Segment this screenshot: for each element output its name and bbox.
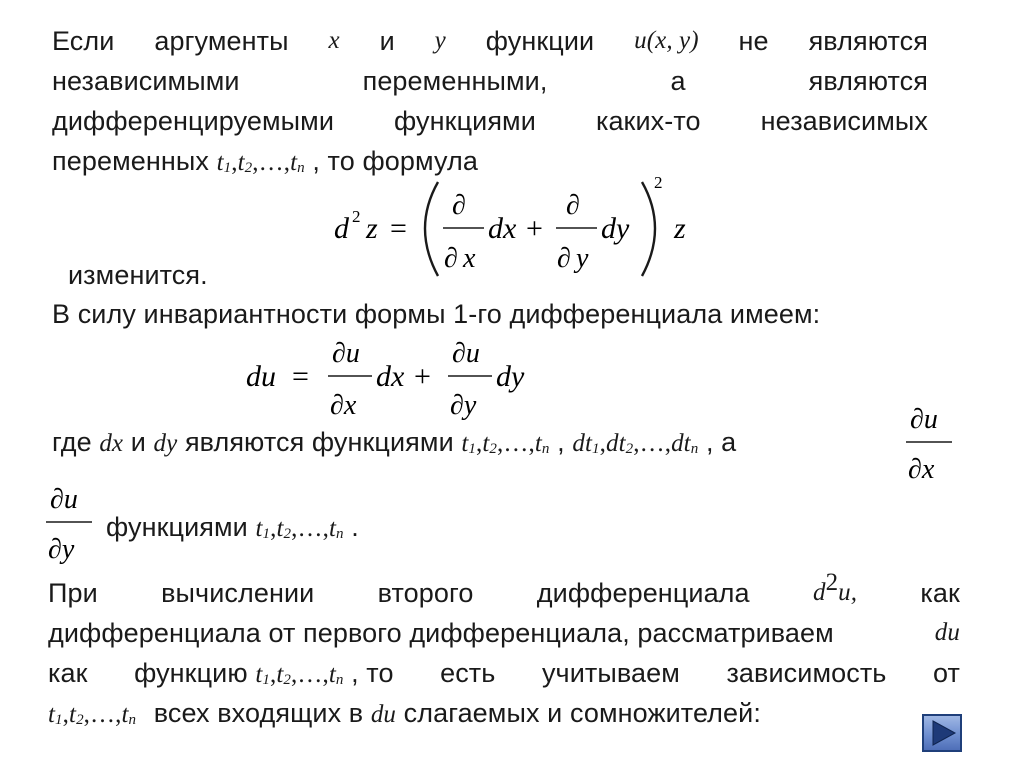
dy: dy: [496, 360, 525, 393]
var-du: du: [370, 701, 397, 728]
text: дифференциала от первого дифференциала, рассматриваем: [48, 618, 834, 648]
play-next-icon: [924, 716, 960, 750]
formula-2-svg: [240, 330, 560, 422]
text: вычислении: [161, 578, 315, 608]
paragraph-4-line-4: [48, 696, 761, 732]
dx: dx: [488, 212, 517, 245]
outer-exp: 2: [654, 173, 663, 192]
den-2: ∂y: [450, 390, 477, 421]
text: где: [52, 427, 92, 457]
var-du: du: [934, 619, 960, 646]
text: При: [48, 578, 98, 608]
rhs-z: z: [674, 212, 686, 245]
fraction-du-dy: [40, 476, 100, 573]
svg-text:∂x: ∂x: [908, 454, 935, 485]
paragraph-3-line-1: [52, 425, 736, 461]
dy: dy: [601, 212, 630, 245]
partial-num-2: ∂: [566, 190, 580, 221]
var-dy: dy: [153, 430, 178, 457]
plus: +: [414, 360, 431, 393]
equals: =: [292, 360, 309, 393]
right-paren: [642, 182, 655, 276]
paragraph-1-line-1: [52, 24, 928, 58]
equals: =: [390, 212, 407, 245]
partial-den-2: ∂: [557, 243, 571, 274]
fraction-du-dx: [900, 396, 960, 493]
paragraph-4-line-2: [48, 616, 960, 650]
paragraph-1-line-3: [52, 104, 928, 138]
partial-num-1: ∂: [452, 190, 466, 221]
formula-1-svg: [326, 172, 706, 282]
text: В силу инвариантности формы 1-го дифференциала имеем:: [52, 299, 821, 329]
lhs-z: z: [366, 212, 378, 245]
text: и: [379, 26, 395, 56]
next-slide-button[interactable]: [922, 714, 962, 752]
du-lhs: du: [246, 360, 276, 393]
text-with-seq: функцию $t_1,t_2,\dots,t_n$ , то: [134, 658, 394, 688]
text: как: [48, 658, 88, 688]
text: а: [670, 66, 686, 96]
sequence-t: $t_1,t_2,\dots,t_n$: [48, 701, 137, 728]
text: как: [920, 578, 960, 608]
text: Если: [52, 26, 115, 56]
text: не: [738, 26, 769, 56]
left-paren: [425, 182, 438, 276]
paragraph-4-line-3: [48, 656, 960, 692]
den-1: ∂x: [330, 390, 357, 421]
text: и: [130, 427, 146, 457]
dx: dx: [376, 360, 405, 393]
function-u: u(x, y): [634, 27, 699, 54]
text: переменными,: [362, 66, 548, 96]
lhs-d: d: [334, 212, 349, 245]
text: слагаемых и сомножителей:: [403, 698, 761, 728]
text: аргументы: [154, 26, 289, 56]
text: есть: [440, 658, 496, 688]
text: независимых: [760, 106, 928, 136]
text: являются: [808, 26, 928, 56]
text: независимыми: [52, 66, 240, 96]
text: дифференцируемыми: [52, 106, 335, 136]
svg-text:∂u: ∂u: [50, 484, 78, 515]
svg-text:∂y: ∂y: [48, 534, 75, 565]
paragraph-3-line-2: [106, 510, 359, 546]
paragraph-1-line-5: [68, 258, 208, 292]
var-y: y: [434, 27, 446, 54]
partial-den-1: ∂: [444, 243, 458, 274]
num-1: ∂u: [332, 338, 360, 369]
text: учитываем: [541, 658, 680, 688]
formula-second-differential: [326, 172, 706, 287]
fraction-du-dy-svg: [40, 476, 100, 568]
text: .: [351, 512, 359, 542]
text: второго: [377, 578, 474, 608]
text: зависимость: [726, 658, 887, 688]
svg-text:∂u: ∂u: [910, 404, 938, 435]
fraction-du-dx-svg: [900, 396, 960, 488]
text: являются: [808, 66, 928, 96]
var-x: x: [328, 27, 340, 54]
text: функции: [485, 26, 595, 56]
den-x-1: x: [463, 243, 476, 274]
text: функциями: [394, 106, 536, 136]
var-dx: dx: [99, 430, 124, 457]
sequence-t: $t_1,t_2,\dots,t_n$: [216, 149, 305, 176]
paragraph-4-line-1: [48, 569, 960, 610]
d2u: $d^2u$,: [812, 569, 858, 606]
text: , то формула: [312, 146, 478, 176]
text: функциями: [106, 512, 248, 542]
text: , а: [705, 427, 737, 457]
den-y-2: y: [576, 243, 589, 274]
sequence-t: $t_1,t_2,\dots,t_n$: [461, 430, 550, 457]
text: изменится.: [68, 260, 208, 290]
sequence-dt: $dt_1,dt_2,\dots,dt_n$: [572, 430, 699, 457]
sequence-t: $t_1,t_2,\dots,t_n$: [255, 515, 344, 542]
text: ,: [557, 427, 565, 457]
formula-first-differential: [240, 330, 560, 427]
lhs-exp: 2: [352, 207, 361, 226]
text: от: [932, 658, 960, 688]
text: каких-то: [595, 106, 701, 136]
paragraph-1-line-2: [52, 64, 928, 98]
paragraph-2-line-1: [52, 297, 820, 331]
plus: +: [526, 212, 543, 245]
text: всех входящих в: [153, 698, 364, 728]
text: переменных: [52, 146, 209, 176]
num-2: ∂u: [452, 338, 480, 369]
text: дифференциала: [536, 578, 750, 608]
text: являются функциями: [184, 427, 454, 457]
